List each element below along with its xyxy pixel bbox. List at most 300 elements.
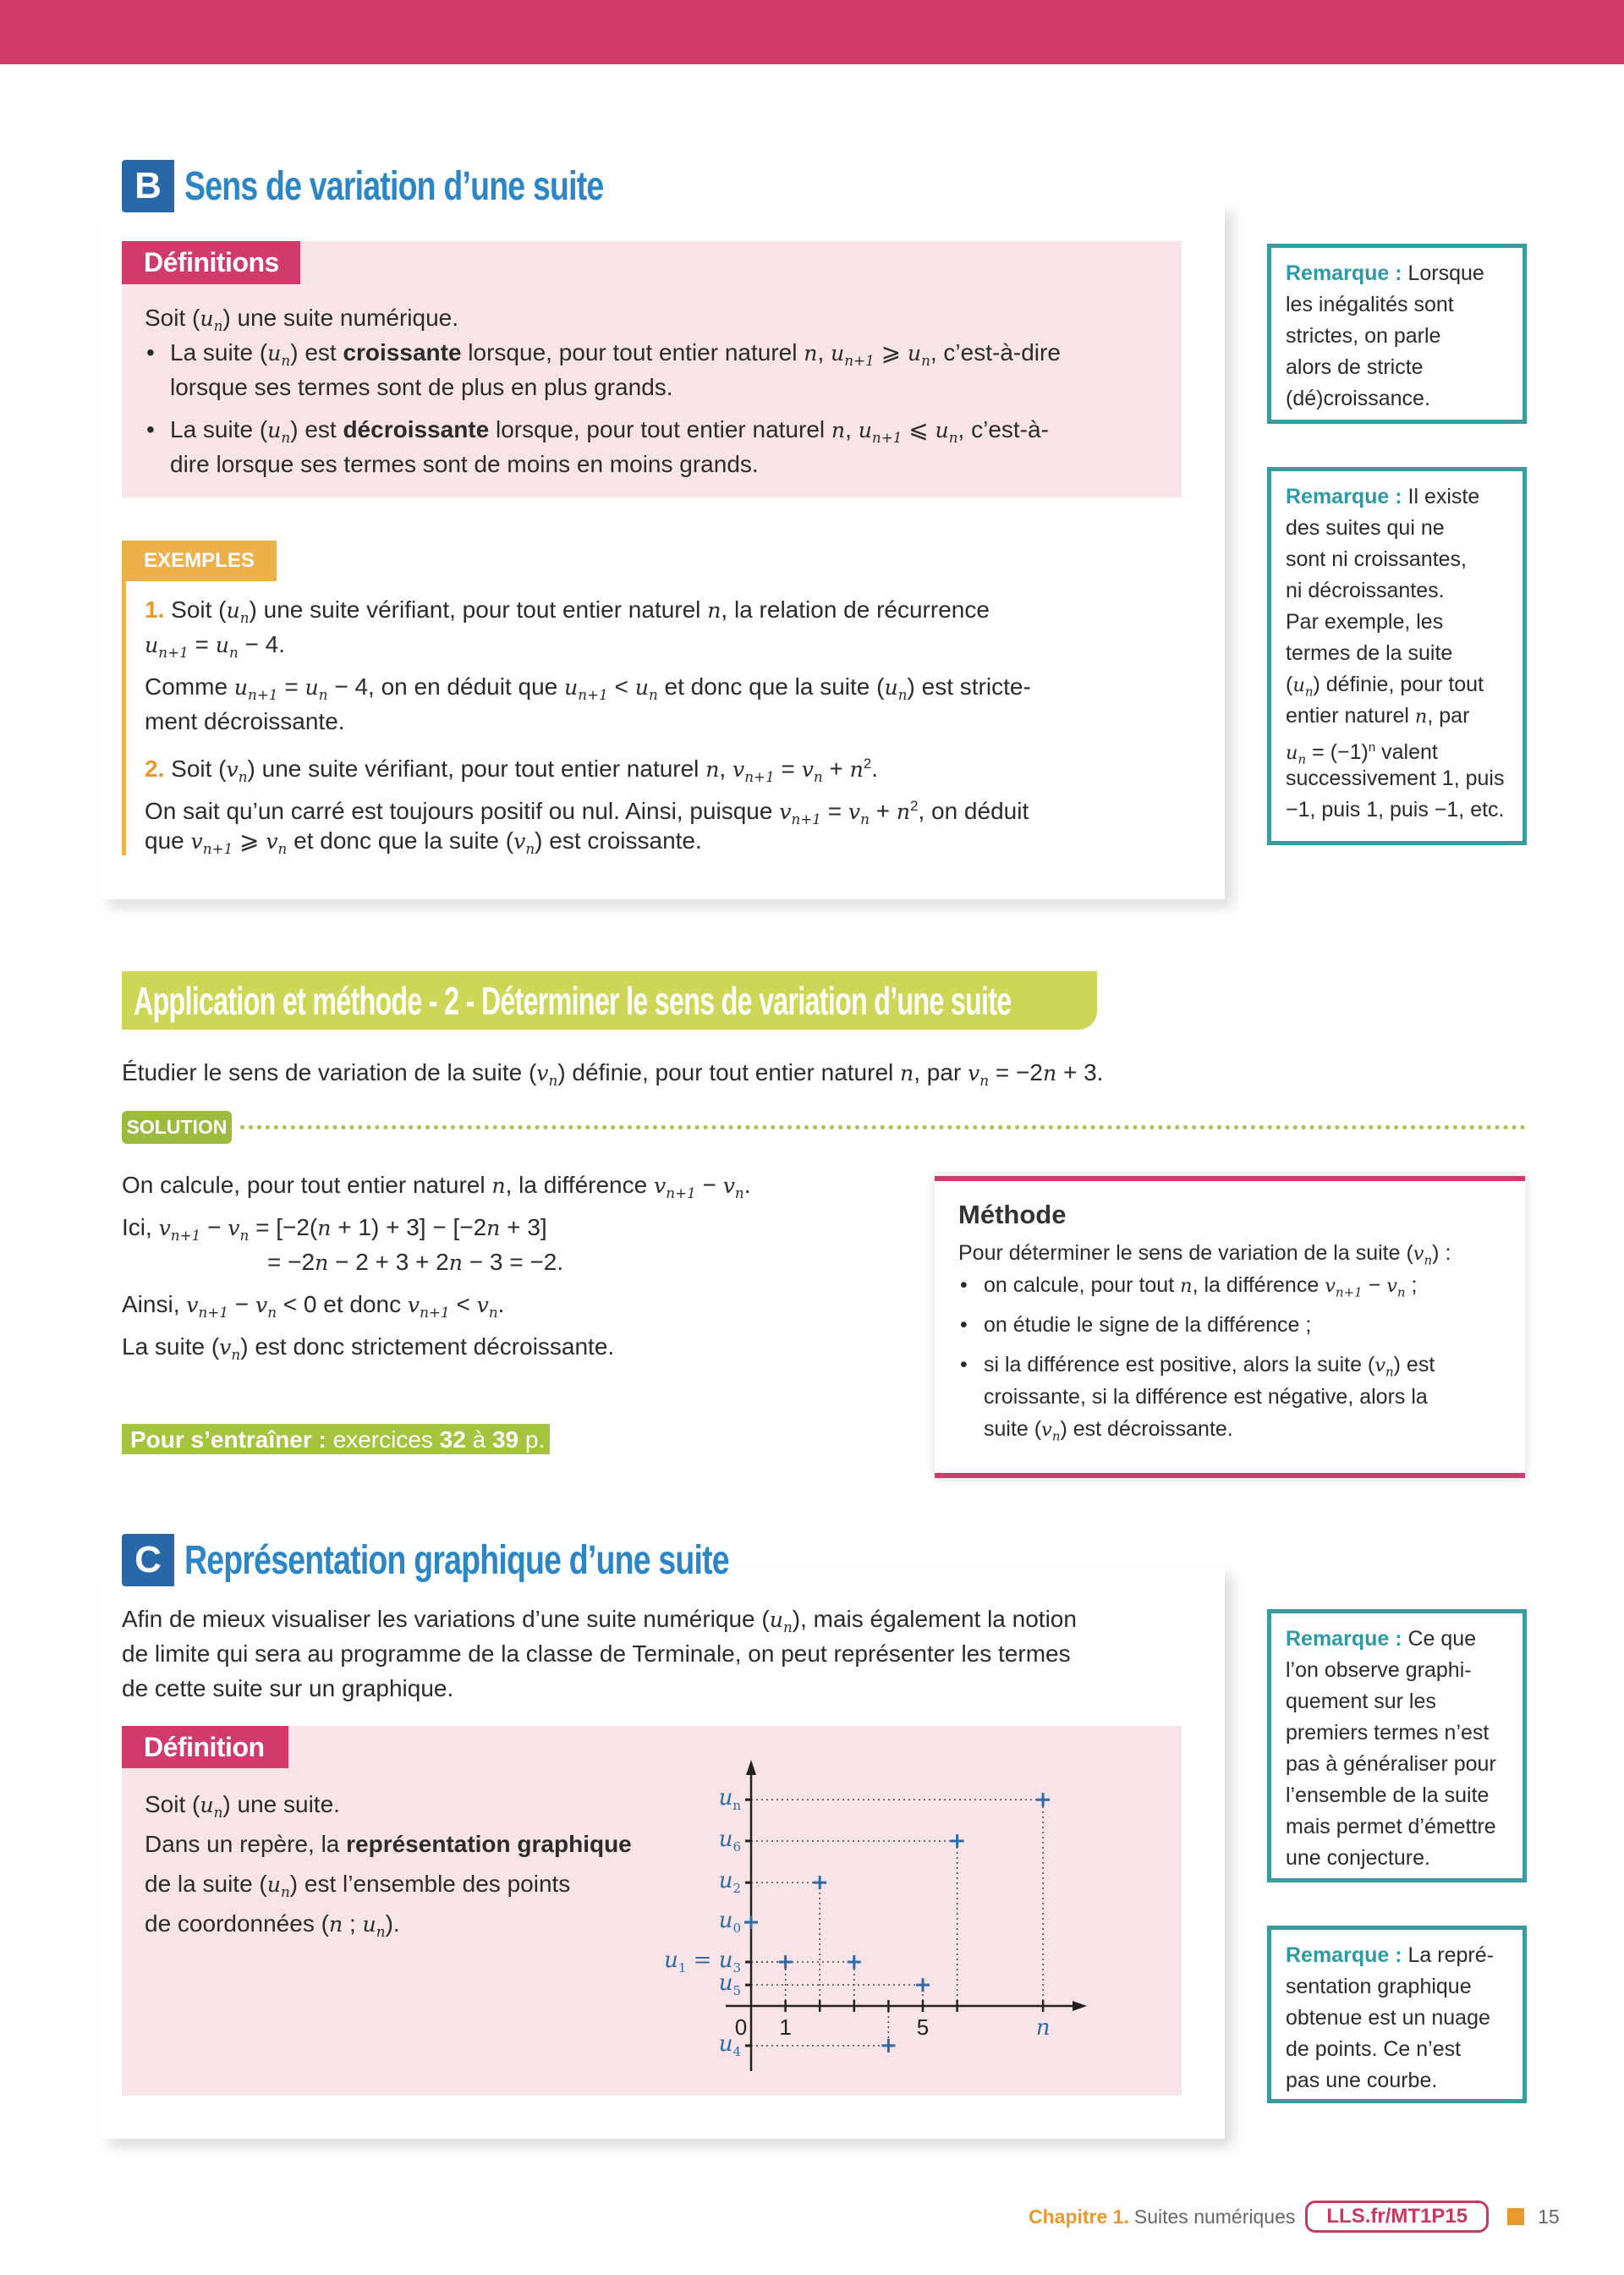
text-segment: = <box>188 631 216 657</box>
emphasis-text: 2. <box>145 756 165 783</box>
text-line <box>145 592 1031 627</box>
text-segment: , la relation de récurrence <box>721 596 990 623</box>
text-segment: Ici, <box>122 1214 159 1240</box>
sequence-graph <box>664 1726 1193 2098</box>
text-segment: ), mais également la notion <box>792 1606 1077 1632</box>
text-line <box>1286 321 1522 352</box>
math-symbol: n <box>896 800 911 825</box>
footer <box>1029 2200 1560 2234</box>
text-segment: Par exemple, les <box>1286 610 1444 634</box>
math-symbol: u <box>200 1793 214 1817</box>
text-segment: l’ensemble de la suite <box>1286 1783 1490 1807</box>
text-segment: = <box>820 798 848 825</box>
point-marker-plus-icon <box>916 1978 930 1992</box>
math-symbol: n <box>315 1250 329 1275</box>
text-line <box>145 1864 632 1904</box>
text-segment: ; <box>343 1910 363 1937</box>
text-line <box>122 1055 1103 1090</box>
math-symbol: v <box>226 757 239 783</box>
math-symbol: n+1 <box>248 685 278 703</box>
text-segment: − 2 + 3 + 2 <box>328 1249 449 1275</box>
emphasis-text: 1. <box>145 596 165 623</box>
label-part: n <box>732 1798 741 1814</box>
math-symbol: n <box>239 608 250 626</box>
emphasis-text: Remarque : <box>1286 261 1402 285</box>
text-line <box>1286 2034 1522 2065</box>
math-symbol: v <box>968 1061 980 1085</box>
math-symbol: n <box>1396 1284 1406 1300</box>
text-segment: On calcule, pour tout entier naturel <box>122 1172 492 1198</box>
text-segment: ) une suite vérifiant, pour tout entier naturel <box>247 756 706 783</box>
math-symbol: v <box>219 1335 232 1360</box>
math-symbol: n <box>813 767 823 785</box>
remark-box-cloud <box>1267 1926 1527 2103</box>
math-symbol: n <box>1051 1428 1061 1444</box>
text-segment: lorsque, pour tout entier naturel <box>489 416 831 442</box>
label-part: = u <box>686 1948 733 1974</box>
math-symbol: n <box>782 1618 793 1635</box>
math-symbol: n <box>318 685 328 703</box>
text-segment: de limite qui sera au programme de la classe de Terminale, on peut représenter les termes <box>122 1640 1071 1667</box>
text-line <box>1286 638 1522 669</box>
math-symbol: v <box>722 1173 735 1198</box>
text-segment: valent <box>1375 740 1438 764</box>
text-segment: , on déduit <box>918 798 1029 825</box>
label-part: u <box>664 1948 678 1974</box>
text-line <box>145 1784 632 1824</box>
x-tick-label: 5 <box>916 2014 930 2040</box>
section-b-badge: B <box>122 160 174 212</box>
text-segment: −1, puis 1, puis −1, etc. <box>1286 798 1505 822</box>
math-symbol: n <box>228 643 239 661</box>
text-line <box>1286 2065 1522 2096</box>
method-text <box>958 1237 1525 1445</box>
text-segment: ) est stricte- <box>907 673 1031 700</box>
y-axis-arrow-icon <box>746 1760 756 1775</box>
text-segment: , par <box>914 1059 968 1085</box>
x-tick-label: 1 <box>779 2014 792 2040</box>
examples-rule <box>122 581 126 855</box>
text-segment: lorsque, pour tout entier naturel <box>461 339 804 365</box>
math-symbol: n <box>979 1071 990 1089</box>
text-segment: Soit ( <box>164 596 227 623</box>
text-segment: , c’est-à-dire <box>930 339 1061 365</box>
label-part: u <box>718 1868 733 1894</box>
math-symbol: v <box>732 757 745 783</box>
text-line <box>1286 1971 1522 2003</box>
definitions-label: Définitions <box>122 241 300 284</box>
math-symbol: u <box>226 598 240 623</box>
text-segment: Il existe <box>1402 485 1480 508</box>
math-symbol: v <box>476 1293 489 1317</box>
emphasis-text: Remarque : <box>1286 1627 1402 1651</box>
math-symbol: n <box>486 1216 501 1240</box>
text-segment: ment décroissante. <box>145 708 345 734</box>
text-line <box>145 370 1061 404</box>
definition-text <box>145 1784 632 1943</box>
text-segment: ) est <box>1393 1353 1435 1377</box>
text-segment: ⩾ <box>874 339 908 365</box>
math-symbol: u <box>215 633 229 657</box>
text-segment: alors de stricte <box>1286 355 1424 379</box>
x-tick-label: n <box>1035 2015 1051 2041</box>
math-symbol: u <box>907 341 922 365</box>
text-line <box>1286 794 1522 826</box>
math-symbol: n <box>900 1061 914 1085</box>
text-segment: premiers termes n’est <box>1286 1721 1490 1745</box>
text-segment: ). <box>385 1910 400 1937</box>
point-marker-plus-icon <box>848 1955 861 1969</box>
text-segment: − <box>1362 1273 1387 1297</box>
label-part: u <box>718 1785 733 1811</box>
application-title: Application et méthode - 2 - Déterminer le sens de variation d’une suite <box>134 978 1012 1023</box>
math-symbol: 2 <box>910 798 919 814</box>
emphasis-text: Pour s’entraîner : <box>130 1426 326 1453</box>
text-segment: Étudier le sens de variation de la suite ( <box>122 1059 537 1085</box>
solution-label: SOLUTION <box>122 1111 232 1144</box>
math-symbol: n <box>1042 1061 1057 1085</box>
text-segment: ) est décroissante. <box>1060 1417 1233 1441</box>
math-symbol: n+1 <box>844 351 875 369</box>
math-symbol: v <box>186 1293 199 1317</box>
text-line <box>1286 1686 1522 1717</box>
text-segment: Ce que <box>1402 1627 1477 1651</box>
text-segment: + 1) + 3] − [−2 <box>331 1214 487 1240</box>
text-line <box>145 1904 632 1943</box>
label-part: 4 <box>732 2043 741 2059</box>
remark-box-conjecture <box>1267 1609 1527 1882</box>
text-segment: . <box>743 1172 751 1198</box>
math-symbol: v <box>190 829 203 854</box>
section-b-title: Sens de variation d’une suite <box>184 164 604 209</box>
math-symbol: n+1 <box>158 643 189 661</box>
math-symbol: n <box>804 341 818 365</box>
label-part: 6 <box>732 1838 741 1855</box>
math-symbol: n <box>734 1184 744 1201</box>
math-symbol: u <box>1286 742 1298 764</box>
emphasis-text: représentation graphique <box>346 1831 632 1857</box>
text-line <box>958 1413 1525 1445</box>
label-part: u <box>718 1826 733 1852</box>
math-symbol: n <box>376 1922 386 1940</box>
label-part: u <box>718 2030 733 2057</box>
text-segment: de coordonnées ( <box>145 1910 329 1937</box>
math-symbol: n <box>238 767 248 785</box>
y-tick-label <box>719 1827 741 1855</box>
math-symbol: n <box>1414 706 1428 728</box>
math-symbol: n <box>448 1250 463 1275</box>
math-symbol: n <box>1180 1275 1193 1297</box>
text-segment: = −2 <box>989 1059 1043 1085</box>
text-line <box>145 823 1031 858</box>
math-symbol: n <box>1368 740 1376 755</box>
text-line <box>122 1602 1077 1636</box>
text-line <box>1286 1780 1522 1811</box>
text-line <box>958 1381 1525 1413</box>
label-part: u <box>718 1908 733 1934</box>
text-line <box>122 1329 751 1364</box>
text-segment: < <box>607 673 635 700</box>
math-symbol: u <box>304 675 319 700</box>
math-symbol: u <box>831 341 845 365</box>
text-segment: = −2 <box>267 1249 315 1275</box>
math-symbol: u <box>634 675 649 700</box>
math-symbol: n+1 <box>420 1303 450 1321</box>
text-line <box>1286 352 1522 383</box>
label-part: 0 <box>732 1921 741 1937</box>
text-segment: ) définie, pour tout <box>1313 673 1484 696</box>
text-line <box>1286 701 1522 732</box>
math-symbol: u <box>267 418 282 442</box>
math-symbol: n+1 <box>170 1226 201 1244</box>
text-segment: = (−1) <box>1306 740 1369 764</box>
math-symbol: u <box>233 675 249 700</box>
practice-link[interactable] <box>122 1424 579 1454</box>
text-segment: croissante, si la différence est négative, alors la <box>984 1385 1428 1409</box>
point-marker-plus-icon <box>744 1915 758 1929</box>
text-line <box>145 746 1031 785</box>
remark-box-strict <box>1267 244 1527 424</box>
math-symbol: u <box>145 633 159 657</box>
math-symbol: u <box>884 675 898 700</box>
math-symbol: n <box>1304 684 1314 700</box>
label-part: 2 <box>732 1881 741 1897</box>
math-symbol: n+1 <box>744 767 775 785</box>
math-symbol: u <box>769 1607 783 1632</box>
math-symbol: u <box>564 675 579 700</box>
examples-text <box>145 592 1031 858</box>
text-segment: à <box>465 1426 492 1453</box>
emphasis-text: décroissante <box>343 416 490 442</box>
text-line <box>1286 513 1522 544</box>
label-part: 3 <box>732 1960 741 1976</box>
text-segment: = [−2( <box>249 1214 318 1240</box>
text-line <box>1286 1749 1522 1780</box>
text-line <box>1286 1624 1522 1655</box>
text-segment: que <box>145 827 191 854</box>
text-line <box>122 1671 1077 1706</box>
math-symbol: u <box>1292 674 1305 696</box>
text-segment: ) : <box>1432 1241 1451 1265</box>
math-symbol: n <box>849 757 864 783</box>
text-line <box>958 1237 1525 1269</box>
top-banner <box>0 0 1624 64</box>
text-segment: ) une suite numérique. <box>222 305 459 331</box>
text-segment: = <box>774 756 802 783</box>
math-symbol: n <box>548 1071 558 1089</box>
math-symbol: v <box>801 757 814 783</box>
text-line <box>1286 732 1522 767</box>
text-line <box>145 789 1031 827</box>
emphasis-text: Remarque : <box>1286 485 1402 508</box>
math-symbol: u <box>935 418 949 442</box>
text-segment: de points. Ce n’est <box>1286 2037 1462 2061</box>
text-segment: La repré- <box>1402 1943 1494 1967</box>
math-symbol: n <box>897 685 908 703</box>
math-symbol: v <box>779 800 792 825</box>
text-segment: suite ( <box>984 1417 1042 1441</box>
text-segment: l’on observe graphi- <box>1286 1658 1472 1682</box>
text-segment: , c’est-à- <box>957 416 1049 442</box>
text-line <box>1286 763 1522 794</box>
label-part: u <box>718 1970 733 1997</box>
math-symbol: v <box>1374 1355 1385 1377</box>
solution-text <box>122 1168 751 1364</box>
text-line <box>1286 544 1522 575</box>
text-line <box>145 1824 632 1864</box>
math-symbol: v <box>255 1293 268 1317</box>
point-marker-plus-icon <box>1036 1793 1050 1806</box>
point-marker-plus-icon <box>779 1955 793 1969</box>
text-segment: − 4, on en déduit que <box>327 673 564 700</box>
text-line <box>122 1168 751 1202</box>
point-marker-plus-icon <box>881 2039 895 2052</box>
text-segment: Afin de mieux visualiser les variations d’une suite numérique ( <box>122 1606 770 1632</box>
examples-label: EXEMPLES <box>122 541 277 581</box>
text-segment: ni décroissantes. <box>1286 579 1445 602</box>
math-symbol: n <box>239 1226 250 1244</box>
text-segment: ⩾ <box>233 827 266 854</box>
math-symbol: v <box>158 1216 171 1240</box>
text-segment: ( <box>1286 673 1293 696</box>
y-tick-label <box>719 1908 741 1936</box>
text-segment: une conjecture. <box>1286 1846 1430 1870</box>
math-symbol: n <box>281 428 291 446</box>
x-axis-arrow-icon <box>1073 2001 1087 2011</box>
math-symbol: n+1 <box>1335 1284 1363 1300</box>
remark-box-neither <box>1267 467 1527 845</box>
text-line <box>1286 258 1522 289</box>
definitions-text <box>145 300 1061 481</box>
solution-divider <box>240 1125 1526 1129</box>
method-box <box>935 1176 1525 1478</box>
point-marker-plus-icon <box>951 1834 964 1848</box>
text-segment: ⩽ <box>902 416 935 442</box>
text-line <box>1286 1717 1522 1749</box>
text-segment: < <box>449 1291 477 1317</box>
text-segment: si la différence est positive, alors la suite ( <box>984 1353 1375 1377</box>
math-symbol: u <box>267 341 282 365</box>
footer-chapter-title: Suites numériques <box>1133 2205 1296 2228</box>
math-symbol: n+1 <box>202 839 233 857</box>
text-segment: − <box>200 1214 228 1240</box>
math-symbol: n <box>1385 1364 1394 1380</box>
text-line <box>1286 1940 1522 1971</box>
application-title-banner <box>122 971 1097 1030</box>
method-title: Méthode <box>958 1200 1067 1229</box>
math-symbol: v <box>407 1293 420 1317</box>
text-line <box>145 412 1061 447</box>
text-segment: et donc que la suite ( <box>657 673 885 700</box>
text-segment: = <box>277 673 305 700</box>
section-c-badge: C <box>122 1534 174 1586</box>
math-symbol: n <box>648 685 658 703</box>
text-segment: ) est donc strictement décroissante. <box>240 1333 615 1360</box>
math-symbol: u <box>858 418 872 442</box>
text-line <box>130 1422 578 1457</box>
text-line <box>958 1349 1525 1381</box>
text-segment: sont ni croissantes, <box>1286 547 1467 571</box>
text-segment: Ainsi, <box>122 1291 187 1317</box>
math-symbol: n <box>491 1173 506 1198</box>
text-line <box>122 1210 751 1245</box>
math-symbol: v <box>653 1173 667 1198</box>
text-line <box>145 300 1061 335</box>
text-segment: lorsque ses termes sont de plus en plus grands. <box>170 374 673 400</box>
math-symbol: n+1 <box>666 1184 696 1201</box>
text-segment: on étudie le signe de la différence ; <box>984 1313 1312 1337</box>
text-segment: ) est l’ensemble des points <box>289 1871 571 1897</box>
math-symbol: n+1 <box>578 685 608 703</box>
math-symbol: n <box>1298 751 1307 767</box>
math-symbol: n+1 <box>871 428 903 446</box>
text-line <box>1286 1843 1522 1874</box>
math-symbol: n <box>328 1912 343 1937</box>
math-symbol: u <box>200 306 214 331</box>
text-segment: Soit ( <box>145 305 200 331</box>
y-tick-label <box>719 1785 742 1813</box>
text-segment: les inégalités sont <box>1286 293 1454 316</box>
text-segment: − <box>228 1291 255 1317</box>
text-line <box>958 1309 1525 1341</box>
text-line <box>122 1636 1077 1671</box>
math-symbol: n <box>231 1345 241 1363</box>
text-segment: successivement 1, puis <box>1286 767 1505 790</box>
text-segment: − <box>695 1172 723 1198</box>
emphasis-text: croissante <box>343 339 462 365</box>
label-part: 5 <box>732 1983 741 1999</box>
math-symbol: n <box>280 1882 290 1900</box>
math-symbol: v <box>266 829 278 854</box>
footer-link[interactable]: LLS.fr/MT1P15 <box>1305 2201 1489 2233</box>
text-line <box>1286 575 1522 607</box>
emphasis-text: Remarque : <box>1286 1943 1402 1967</box>
math-symbol: n <box>1424 1252 1433 1268</box>
math-symbol: v <box>1386 1275 1397 1297</box>
text-segment: < 0 et donc <box>277 1291 408 1317</box>
text-segment: pas à généraliser pour <box>1286 1752 1496 1776</box>
text-line <box>122 1245 751 1279</box>
text-segment: + 3. <box>1056 1059 1104 1085</box>
text-segment: On sait qu’un carré est toujours positif ou nul. Ainsi, puisque <box>145 798 780 825</box>
text-segment: + <box>869 798 897 825</box>
text-segment: , la différence <box>1192 1273 1325 1297</box>
math-symbol: u <box>266 1872 281 1897</box>
text-segment: Soit ( <box>145 1791 200 1817</box>
text-segment: Pour déterminer le sens de variation de la suite ( <box>958 1241 1413 1265</box>
text-segment: . <box>871 756 879 783</box>
math-symbol: n <box>213 1803 223 1821</box>
text-segment: . <box>497 1291 505 1317</box>
math-symbol: v <box>1413 1243 1424 1265</box>
math-symbol: n <box>860 810 870 827</box>
text-line <box>1286 481 1522 513</box>
text-segment: sentation graphique <box>1286 1975 1472 1998</box>
math-symbol: n+1 <box>198 1303 229 1321</box>
math-symbol: v <box>848 800 861 825</box>
text-line <box>145 335 1061 370</box>
section-c-title: Représentation graphique d’une suite <box>184 1538 729 1583</box>
text-line <box>145 447 1061 481</box>
math-symbol: n <box>488 1303 498 1321</box>
text-line <box>958 1269 1525 1301</box>
text-segment: entier naturel <box>1286 704 1415 728</box>
math-symbol: v <box>536 1061 549 1085</box>
text-segment: − 3 = −2. <box>462 1249 564 1275</box>
text-segment: strictes, on parle <box>1286 324 1441 348</box>
label-part: 1 <box>678 1960 687 1976</box>
text-segment: La suite ( <box>170 416 268 442</box>
